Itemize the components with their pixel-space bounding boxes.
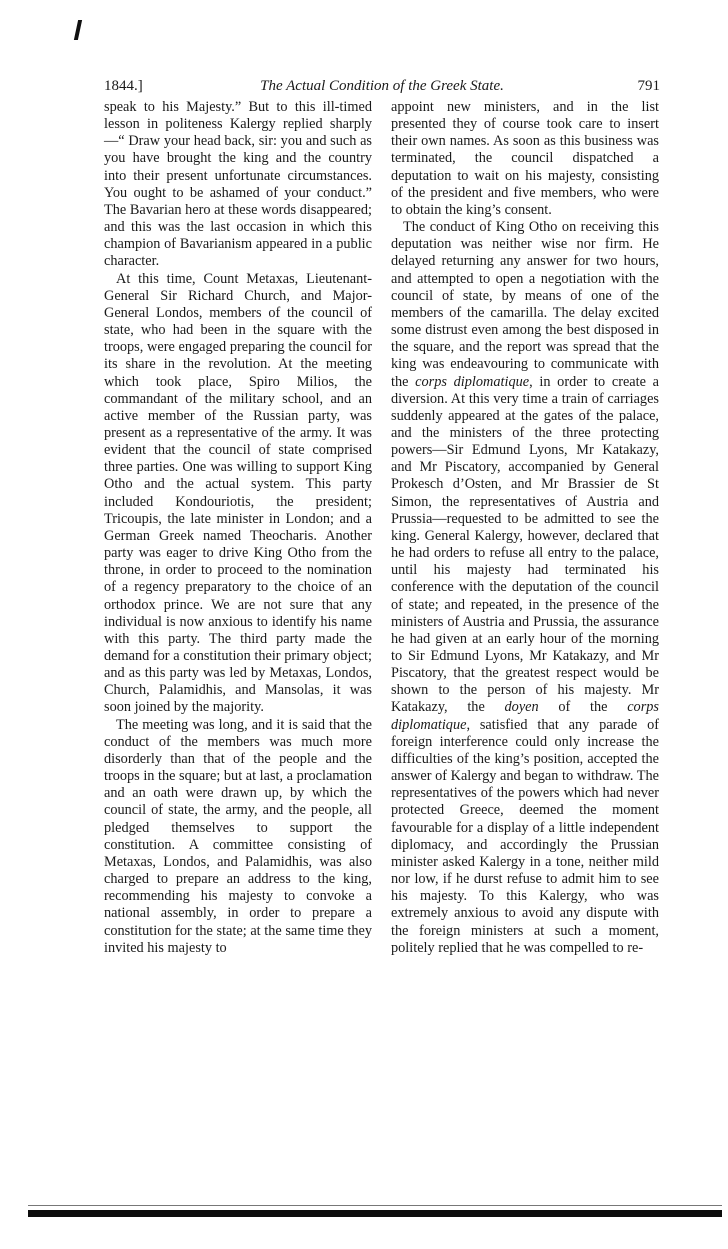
left-paragraph-1: speak to his Majesty.” But to this ill-timed lesson in politeness Kalergy replied sharply—“ Draw your head back, sir: you and such as you have brought the king and the country into their present unfortunate circumstances. You ought to be ashamed of your conduct.” The Bavarian hero at these words disappeared; and this was the last occasion in which this champion of Bavarianism appeared in a public character. [104,99,372,270]
italic-corps-diplomatique-2: corps diplomatique [391,699,659,733]
left-column [104,99,372,957]
bottom-thin-rule [28,1205,722,1206]
margin-ink-mark [74,20,82,40]
right-paragraph-2-part-g: , satisfied that any parade of foreign interference could only increase the difficulties of the king’s position, accepted the answer of Kalergy and began to withdraw. The representatives of the powers which had never protected Greece, deemed the moment favourable for a display of a little independent diplomacy, and accordingly the Prussian minister asked Kalergy in a tone, neither mild nor low, if he durst refuse to admit him to see his majesty. To this Kalergy, who was extremely anxious to avoid any dispute with the foreign ministers at such a moment, politely replied that he was compelled to re- [391,716,659,956]
italic-doyen: doyen [504,699,539,716]
bottom-scan-edge [28,1210,722,1217]
page-number: 791 [637,78,660,94]
right-paragraph-2-part-a: The conduct of King Otho on receiving this deputation was neither wise nor firm. He delayed returning any answer for two hours, and attempted to open a negotiation with the council of state, by means of one of the members of the camarilla. The delay excited some distrust even among the best disposed in the square, and the report was spread that the king was endeavouring to communicate with the [391,219,659,390]
right-column [391,99,659,957]
header-year: 1844.] [104,78,143,94]
right-paragraph-2-part-e: of the [558,699,608,716]
right-paragraph-1: appoint new ministers, and in the list presented they of course took care to insert their own names. As soon as this business was terminated, the council dispatched a deputation to wait on his majesty, consisting of the president and five members, who were to obtain the king’s consent. [391,99,659,218]
left-paragraph-3: The meeting was long, and it is said that the conduct of the members was much more disorderly than that of the people and the troops in the square; but at last, a proclamation and an oath were drawn up, by which the council of state, the army, and the people, all pledged themselves to support the constitution. A committee consisting of Metaxas, Londos, and Palamidhis, was also charged to prepare an address to the king, recommending his majesty to convoke a national assembly, in order to prepare a constitution for the state; at the same time they invited his majesty to [104,716,372,956]
running-header [104,78,660,100]
italic-corps-diplomatique-1: corps diplomatique [415,373,530,390]
right-paragraph-2-part-c: , in order to create a diversion. At this very time a train of carriages suddenly appeared at the gates of the palace, and the ministers of the three protecting powers—Sir Edmund Lyons, Mr Katakazy, and Mr Piscatory, accompanied by General Prokesch d’Osten, and Mr Brassier de St Simon, the representatives of Austria and Prussia—requested to be admitted to see the king. General Kalergy, however, declared that he had orders to refuse all entry to the palace, until his majesty had terminated his conference with the deputation of the council of state; and repeated, in the presence of the ministers of Austria and Prussia, the assurance he had given at an early hour of the morning to Sir Edmund Lyons, Mr Katakazy, and Mr Piscatory, that the greatest respect would be shown to the person of his majesty. Mr Katakazy, the [391,373,660,716]
left-paragraph-2: At this time, Count Metaxas, Lieutenant-General Sir Richard Church, and Major-General Londos, members of the council of state, who had been in the square with the troops, were engaged preparing the council for its share in the revolution. At the meeting which took place, Spiro Milios, the commandant of the military school, and an active member of the Russian party, was present as a representative of the army. It was evident that the council of state comprised three parties. One was willing to support King Otho and the actual system. This party included Kondouriotis, the president; Tricoupis, the late minister in London; and a German Greek named Theocharis. Another party was eager to drive King Otho from the throne, in order to proceed to the nomination of a regency preparatory to the choice of an orthodox prince. We are not sure that any individual is now anxious to identify his name with this party. The third party made the demand for a constitution their primary object; and as this party was led by Metaxas, Londos, Church, Palamidhis, and Mansolas, it was soon joined by the majority. [104,270,372,716]
right-paragraph-2 [391,219,659,957]
header-title: The Actual Condition of the Greek State. [260,78,504,94]
